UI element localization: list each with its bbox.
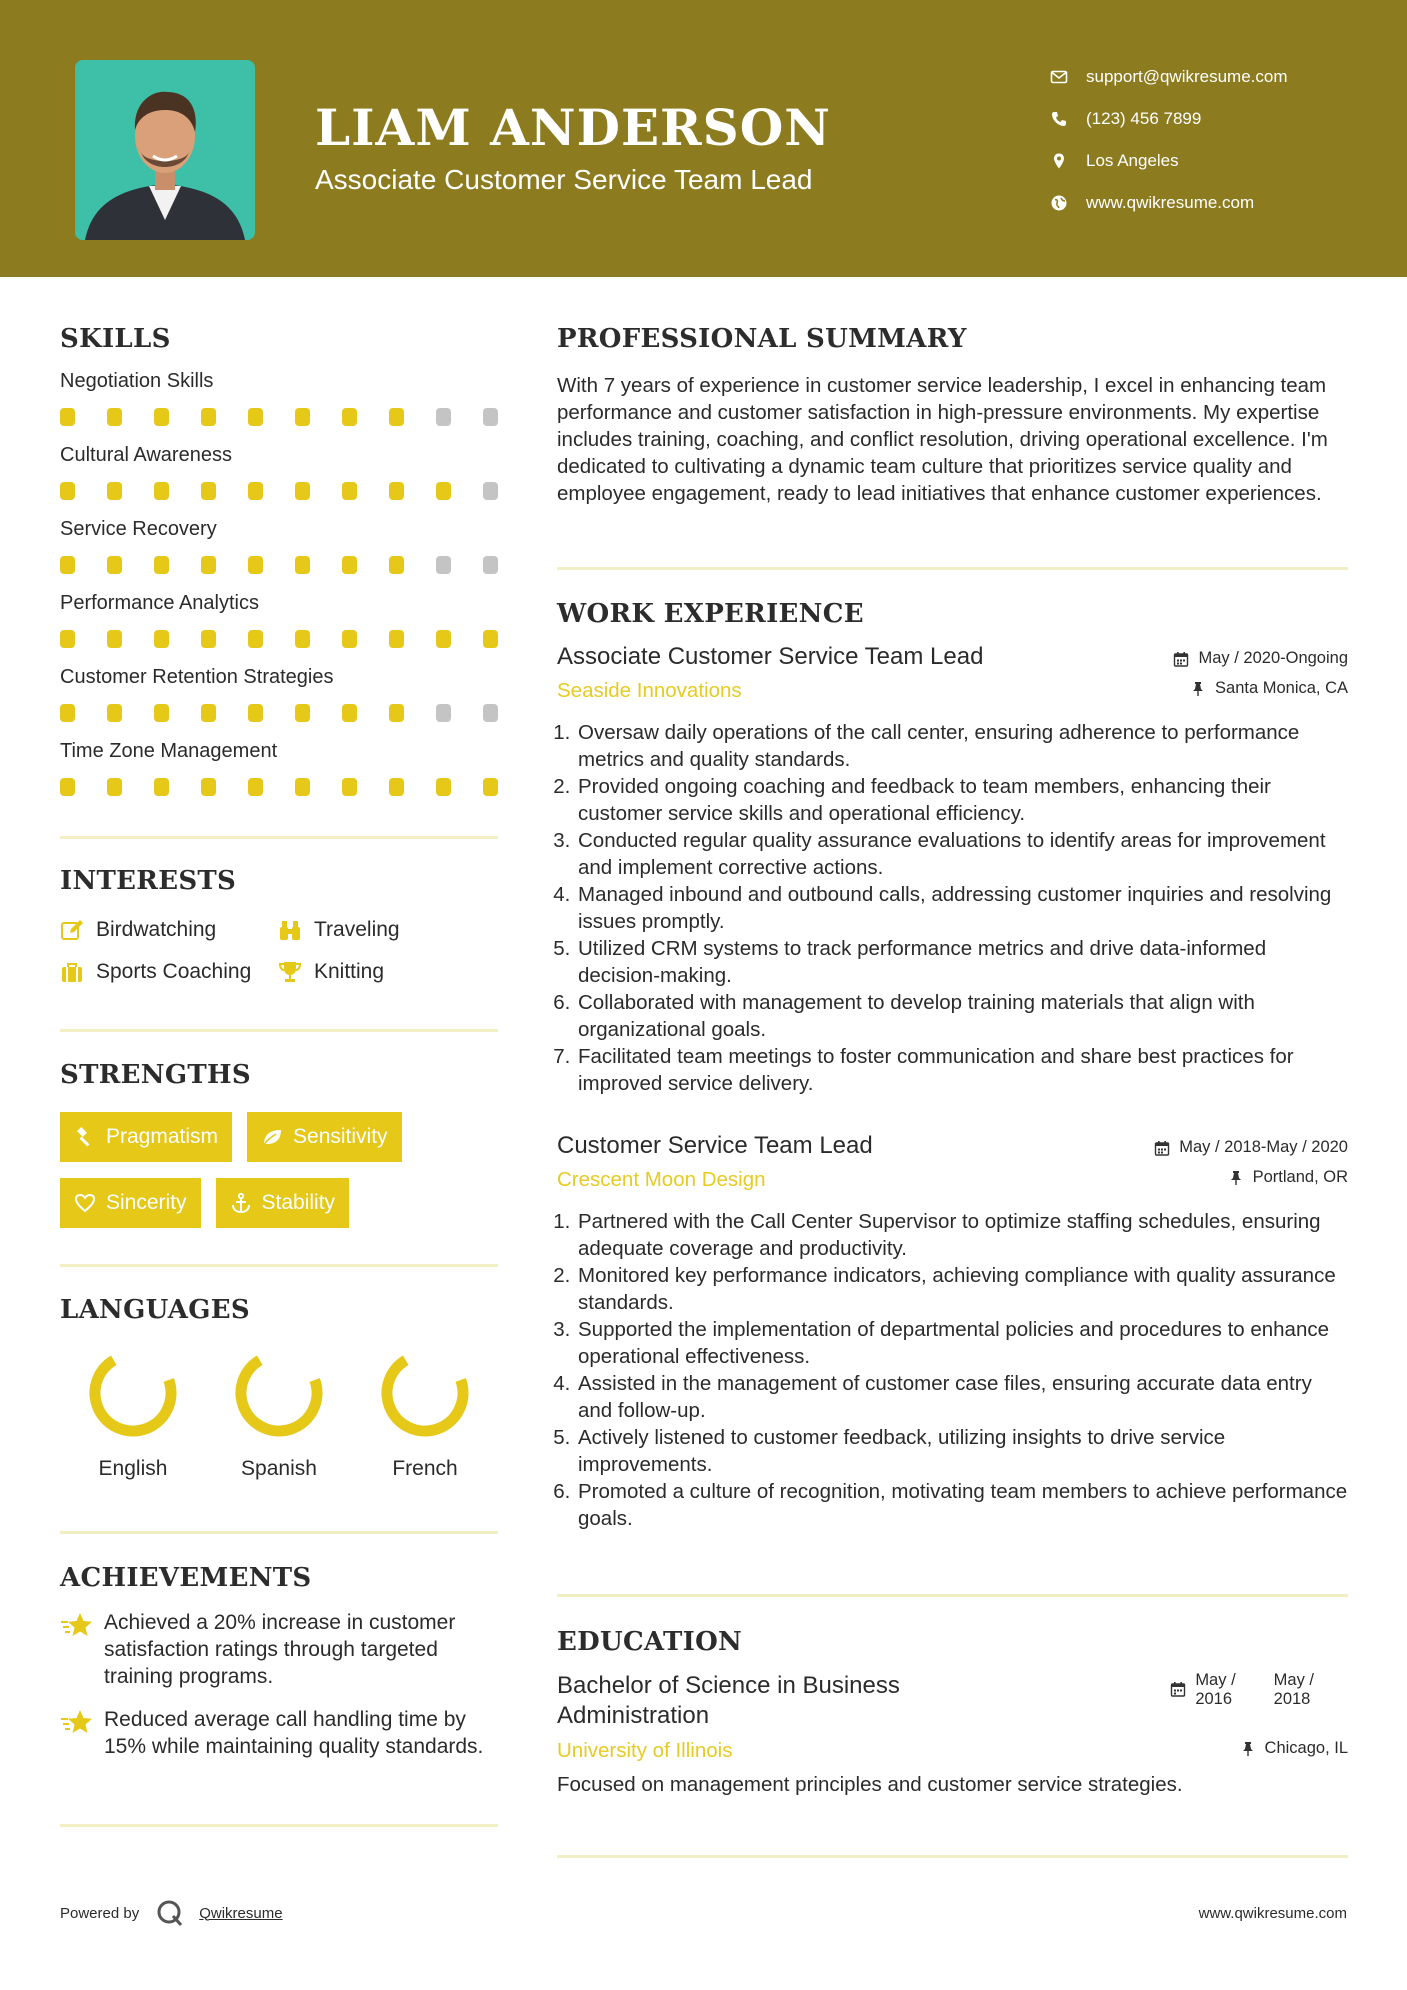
degree-line: Administration [557,1702,710,1729]
gavel-icon [74,1126,96,1148]
summary-section [557,324,1348,507]
achievement-text: Reduced average call handling time by 15% while maintaining quality standards. [104,1708,484,1758]
rating-dot-filled [154,482,169,500]
company-name: Seaside Innovations [557,679,742,702]
rating-dot-filled [248,704,263,722]
language-progress-ring [233,1347,325,1439]
interest-label: Birdwatching [96,918,217,941]
section-divider [557,1855,1348,1858]
achievements-list [60,1609,498,1760]
rating-dot-filled [342,630,357,648]
briefcase-icon [60,960,84,984]
rating-dot-filled [389,482,404,500]
summary-text: With 7 years of experience in customer service leadership, I excel in enhancing team performance and customer satisfaction in high-pressure environments. My expertise includes training, coaching, and conflict resolution, driving operational excellence. I'm dedicated to cultivating a dynamic team culture that prioritizes service quality and employee engagement, ready to lead initiatives that enhance customer experiences. [557,374,1328,505]
section-title-skills: SKILLS [60,324,171,354]
rating-dot-filled [107,482,122,500]
rating-dot-empty [483,556,498,574]
interest-item [278,918,498,942]
rating-dot-filled [248,408,263,426]
job-bullet: 2. Monitored key performance indicators, achieving compliance with quality assurance standards. [576,1262,1348,1316]
education-date [1170,1671,1314,1709]
leaf-icon [261,1126,283,1148]
skill-name: Performance Analytics [60,592,259,614]
rating-dot-filled [295,556,310,574]
job-location [1190,679,1348,698]
education-location-text: Chicago, IL [1264,1739,1348,1757]
section-divider [60,1264,498,1267]
qwikresume-link[interactable]: Qwikresume [199,1904,283,1922]
section-title-summary: PROFESSIONAL SUMMARY [557,324,967,354]
achievement-item [60,1609,498,1690]
interest-item [60,918,278,942]
start-year: 2016 [1195,1690,1233,1708]
education-section [557,1627,1348,1797]
section-divider [60,1029,498,1032]
heart-icon [74,1192,96,1214]
rating-dot-empty [483,482,498,500]
job-bullet: 1. Oversaw daily operations of the call center, ensuring adherence to performance metrics and quality standards. [576,719,1348,773]
rating-dot-filled [60,482,75,500]
skill-name: Negotiation Skills [60,370,214,392]
section-divider [557,1594,1348,1597]
interest-label: Traveling [314,918,400,941]
rating-dot-filled [201,630,216,648]
interest-item [60,960,278,984]
school-name: University of Illinois [557,1739,733,1762]
language-name: English [98,1457,168,1480]
rating-dot-filled [389,408,404,426]
strength-label: Stability [261,1191,336,1214]
language-progress-ring [379,1347,471,1439]
rating-dot-filled [201,556,216,574]
language-name: Spanish [241,1457,317,1480]
job-location-text: Santa Monica, CA [1215,679,1348,697]
star-icon [60,1611,94,1639]
job-bullet: 4. Assisted in the management of customer case files, ensuring accurate data entry and follow-up. [576,1370,1348,1424]
rating-dot-filled [342,408,357,426]
skill-rating [60,764,498,812]
skill-rating [60,468,498,516]
section-divider [60,836,498,839]
rating-dot-filled [107,630,122,648]
calendar-icon [1170,1681,1186,1697]
strength-tag [60,1178,201,1228]
rating-dot-filled [389,556,404,574]
education-location [1240,1739,1348,1758]
interest-label: Sports Coaching [96,960,252,983]
achievement-text: Achieved a 20% increase in customer satisfaction ratings through targeted training programs. [104,1611,456,1688]
rating-dot-filled [248,630,263,648]
job-bullet: 6. Collaborated with management to develop training materials that align with organizational goals. [576,989,1348,1043]
job-location-text: Portland, OR [1252,1168,1348,1186]
rating-dot-filled [60,630,75,648]
skill-name: Customer Retention Strategies [60,666,334,688]
pushpin-icon [1240,1741,1256,1757]
contact-website-text: www.qwikresume.com [1086,193,1255,212]
contact-list [1050,56,1288,224]
rating-dot-empty [436,556,451,574]
rating-dot-filled [154,630,169,648]
job-bullet: 3. Conducted regular quality assurance evaluations to identify areas for improvement and implement corrective actions. [576,827,1348,881]
job-date-text: May / 2018-May / 2020 [1179,1138,1348,1156]
job-bullet: 2. Provided ongoing coaching and feedback to team members, enhancing their customer service skills and operational efficiency. [576,773,1348,827]
interests-section [60,866,498,984]
contact-email[interactable] [1050,56,1288,98]
calendar-icon [1154,1140,1170,1156]
envelope-icon [1050,68,1068,86]
star-icon [60,1708,94,1736]
skill-name: Cultural Awareness [60,444,232,466]
job-bullet: 3. Supported the implementation of departmental policies and procedures to enhance operational effectiveness. [576,1316,1348,1370]
binoculars-icon [278,918,302,942]
map-pin-icon [1050,152,1068,170]
section-divider [557,567,1348,570]
languages-section [60,1295,498,1481]
rating-dot-filled [436,630,451,648]
strength-label: Sincerity [106,1191,187,1214]
anchor-icon [230,1192,252,1214]
job-bullet: 6. Promoted a culture of recognition, motivating team members to achieve performance goals. [576,1478,1348,1532]
skill-name: Time Zone Management [60,740,278,762]
job-date [1173,649,1348,668]
rating-dot-filled [201,482,216,500]
contact-website[interactable] [1050,182,1288,224]
section-divider [60,1824,498,1827]
skills-list [60,368,498,812]
job-bullets [557,1208,1348,1532]
interest-item [278,960,498,984]
section-title-strengths: STRENGTHS [60,1060,251,1090]
rating-dot-filled [154,778,169,796]
skill-rating [60,542,498,590]
rating-dot-filled [342,556,357,574]
skill-rating [60,394,498,442]
rating-dot-filled [60,556,75,574]
rating-dot-empty [483,704,498,722]
achievement-item [60,1706,498,1760]
education-description: Focused on management principles and customer service strategies. [557,1773,1183,1796]
skills-section [60,324,498,812]
language-progress-ring [87,1347,179,1439]
rating-dot-empty [436,408,451,426]
calendar-icon [1173,651,1189,667]
languages-list [60,1347,498,1481]
rating-dot-empty [436,704,451,722]
rating-dot-filled [295,408,310,426]
section-divider [60,1531,498,1534]
job-title: Associate Customer Service Team Lead [557,643,984,670]
skill-name: Service Recovery [60,518,217,540]
rating-dot-filled [107,556,122,574]
candidate-title: Associate Customer Service Team Lead [315,164,813,195]
rating-dot-filled [342,778,357,796]
rating-dot-filled [154,408,169,426]
rating-dot-filled [248,778,263,796]
degree [557,1671,900,1731]
job-bullet: 1. Partnered with the Call Center Supervisor to optimize staffing schedules, ensuring adequate coverage and productivity. [576,1208,1348,1262]
rating-dot-filled [60,408,75,426]
job-title: Customer Service Team Lead [557,1132,873,1159]
rating-dot-filled [201,778,216,796]
skill-rating [60,690,498,738]
job-entry [557,643,1348,1097]
rating-dot-filled [389,630,404,648]
profile-photo [75,60,255,240]
job-bullet: 5. Utilized CRM systems to track performance metrics and drive data-informed decision-making. [576,935,1348,989]
experience-section [557,599,1348,1530]
section-title-education: EDUCATION [557,1627,743,1657]
contact-phone-text: (123) 456 7899 [1086,109,1202,128]
strength-tag [247,1112,402,1162]
footer-website[interactable]: www.qwikresume.com [1198,1905,1347,1922]
section-title-achievements: ACHIEVEMENTS [60,1563,312,1593]
rating-dot-empty [483,408,498,426]
section-title-experience: WORK EXPERIENCE [557,599,864,629]
interest-label: Knitting [314,960,385,983]
rating-dot-filled [60,778,75,796]
interests-list [60,918,498,984]
start-month: May / [1195,1671,1236,1689]
rating-dot-filled [295,778,310,796]
achievements-section [60,1563,498,1760]
language-name: French [392,1457,458,1480]
powered-by-text: Powered by [60,1904,140,1922]
rating-dot-filled [201,408,216,426]
strength-tag [60,1112,232,1162]
rating-dot-filled [107,408,122,426]
rating-dot-filled [295,630,310,648]
language-item [60,1347,206,1481]
language-progress-arc [233,1347,325,1439]
rating-dot-filled [248,482,263,500]
rating-dot-filled [436,482,451,500]
footer-powered-by [60,1898,283,1928]
job-date [1154,1138,1348,1157]
strengths-list [60,1112,498,1228]
contact-location-text: Los Angeles [1086,151,1179,170]
qwikresume-logo-icon [155,1898,185,1928]
job-bullet: 5. Actively listened to customer feedback, utilizing insights to drive service improvements. [576,1424,1348,1478]
language-progress-arc [379,1347,471,1439]
company-name: Crescent Moon Design [557,1168,766,1191]
strengths-section [60,1060,498,1228]
rating-dot-filled [483,630,498,648]
pushpin-icon [1228,1170,1244,1186]
trophy-icon [278,960,302,984]
rating-dot-filled [342,482,357,500]
section-title-interests: INTERESTS [60,866,237,896]
rating-dot-filled [436,778,451,796]
rating-dot-filled [60,704,75,722]
job-bullet: 7. Facilitated team meetings to foster communication and share best practices for improved service delivery. [576,1043,1348,1097]
strength-label: Sensitivity [293,1125,388,1148]
language-item [352,1347,498,1481]
rating-dot-filled [295,704,310,722]
pencil-square-icon [60,918,84,942]
job-location [1228,1168,1348,1187]
job-bullet: 4. Managed inbound and outbound calls, addressing customer inquiries and resolving issues promptly. [576,881,1348,935]
rating-dot-filled [483,778,498,796]
end-year: 2018 [1273,1690,1311,1708]
rating-dot-filled [389,778,404,796]
contact-location [1050,140,1288,182]
degree-line: Bachelor of Science in Business [557,1672,900,1699]
rating-dot-filled [342,704,357,722]
candidate-name: LIAM ANDERSON [315,98,831,157]
contact-phone[interactable] [1050,98,1288,140]
rating-dot-filled [248,556,263,574]
strength-label: Pragmatism [106,1125,219,1148]
skill-rating [60,616,498,664]
rating-dot-filled [389,704,404,722]
contact-email-text: support@qwikresume.com [1086,67,1288,86]
job-entry [557,1132,1348,1532]
rating-dot-filled [201,704,216,722]
rating-dot-filled [295,482,310,500]
section-title-languages: LANGUAGES [60,1295,250,1325]
language-progress-arc [87,1347,179,1439]
strength-tag [216,1178,350,1228]
job-bullets [557,719,1348,1097]
globe-icon [1050,194,1068,212]
phone-icon [1050,110,1068,128]
resume-header [0,0,1407,277]
rating-dot-filled [154,556,169,574]
job-date-text: May / 2020-Ongoing [1198,649,1348,667]
rating-dot-filled [154,704,169,722]
pushpin-icon [1190,681,1206,697]
rating-dot-filled [107,704,122,722]
end-month: May / [1273,1671,1314,1689]
language-item [206,1347,352,1481]
rating-dot-filled [107,778,122,796]
